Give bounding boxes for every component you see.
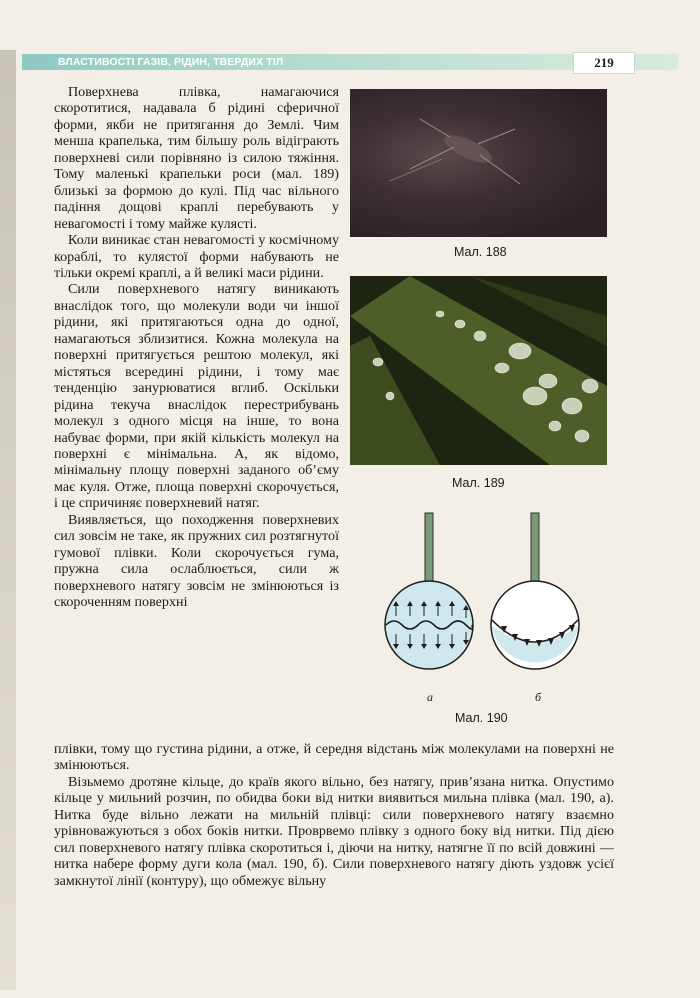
rod-b (531, 513, 539, 585)
paragraph-continuation: плівки, тому що густина рідини, а отже, й середня відстань між молекулами на поверхні не змінюються. (54, 741, 614, 774)
ring-a (385, 581, 473, 669)
page-binding-strip (0, 50, 16, 990)
paragraph-5: Візьмемо дротяне кільце, до країв якого вільно, без натягу, прив’язана нитка. Опустимо кільце у мильний розчин, по обидва боки від нитки виявиться мильна плівка (мал. 190, а). Нитка буде вільно лежати на мильній плівці: сили поверхневого натягу взаємно урівноважуються з обох боків нитки. Проврвемо плівку з одного боку від нитки. Під дією сил поверхневого натягу плівка скоротиться і, діючи на нитку, натягне її по всій довжині — нитка набере форму дуги кола (мал. 190, б). Сили поверхневого натягу діють уздовж усієї замкнутої лінії (контуру), що обмежує вільну (54, 773, 614, 889)
dew-drops-image (350, 276, 607, 465)
figure-188-caption: Мал. 188 (454, 245, 507, 259)
water-strider-image (350, 89, 607, 237)
paragraph-1: Поверхнева плівка, намагаючися скоротитися, надавала б рідині сферичної форми, якби не притягання до Землі. Чим менша крапелька, тим більшу роль відіграють поверхневі сили порівняно із силою тяжіння. Тому маленькі крапельки роси (мал. 189) близькі за формою до кулі. Під час вільного падіння дощові краплі перебувають у невагомості і тому майже кулясті. (54, 84, 339, 232)
figure-190-label-a: а (427, 690, 433, 704)
main-text-column (54, 84, 339, 611)
paragraph-3: Сили поверхневого натягу виникають внаслідок того, що молекули води чи іншої рідини, які притягаються одна до одної, намагаються зблизитися. Кожна молекула на поверхні притягується рештою молекул, які містяться всередині рідини, і тому має тенденцію занурюватися вглиб. Оскільки рідина текуча внаслідок перестрибувань молекул з одного місця на інше, то вона набуває форми, при якій кількість молекул на поверхні є мінімальна. А, як відомо, мінімальну площу поверхні заданого об’єму має куля. Отже, площа поверхні скорочується, і це спричиняє поверхневий натяг. (54, 281, 339, 512)
paragraph-2: Коли виникає стан невагомості у космічному кораблі, то кулястої форми набувають не тільки окремі краплі, а й великі маси рідини. (54, 232, 339, 281)
rod-a (425, 513, 433, 585)
full-width-text (54, 741, 614, 889)
paragraph-4: Виявляється, що походження поверхневих сил зовсім не таке, як пружних сил розтягнутої гумової плівки. Коли скорочується гума, пружна сила ослаблюється, сили ж поверхневого натягу зовсім не змінюються із скороченням поверхні (54, 511, 339, 611)
figure-190-caption: Мал. 190 (455, 711, 508, 725)
page-number: 219 (573, 52, 635, 74)
figure-189-photo (350, 276, 607, 465)
figure-190-label-b: б (535, 690, 542, 704)
figure-190-diagram (376, 508, 596, 688)
figure-188-photo (350, 89, 607, 237)
chapter-title: ВЛАСТИВОСТІ ГАЗІВ, РІДИН, ТВЕРДИХ ТІЛ (58, 56, 284, 68)
figure-189-caption: Мал. 189 (452, 476, 505, 490)
